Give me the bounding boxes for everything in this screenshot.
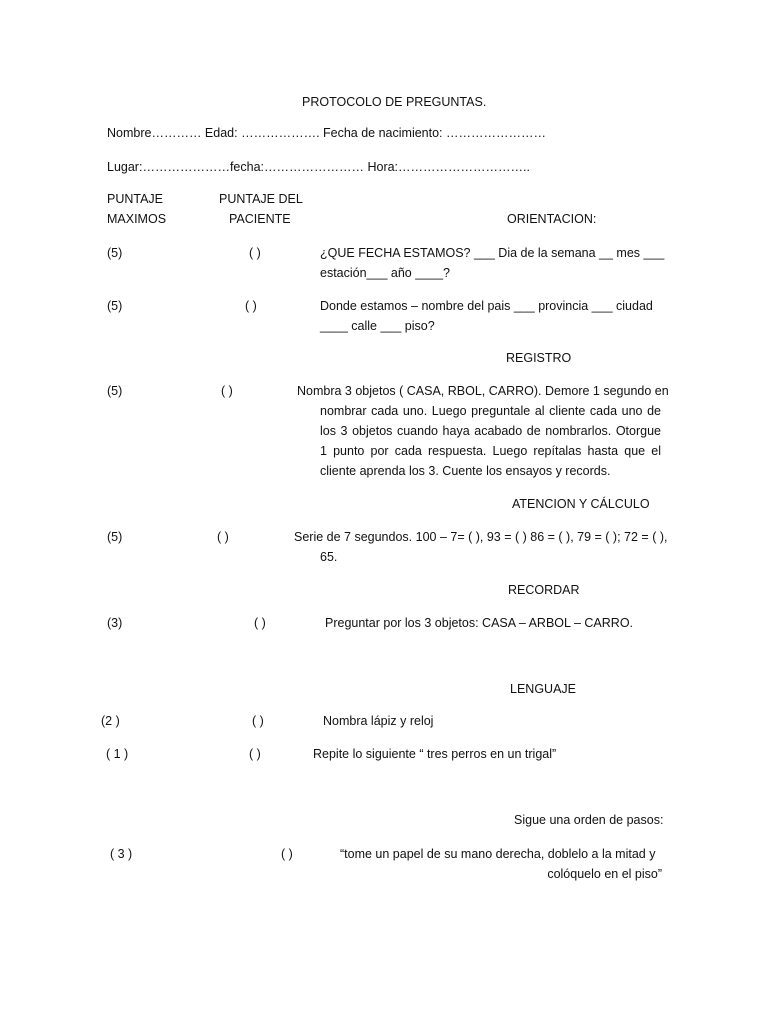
section-recordar: RECORDAR (508, 583, 580, 597)
item-nombra-instruction: Nombra lápiz y reloj (323, 714, 434, 728)
item-papel-max-score: ( 3 ) (110, 847, 133, 861)
item-papel-patient-score: ( ) (281, 847, 293, 861)
column-header-patient-2: PACIENTE (229, 212, 291, 226)
item-repite-max-score: ( 1 ) (106, 747, 129, 761)
item-papel-instruction-line2: colóquelo en el piso” (547, 867, 662, 881)
section-registro: REGISTRO (506, 351, 572, 365)
document-title: PROTOCOLO DE PREGUNTAS. (302, 95, 487, 109)
section-atencion-calculo: ATENCION Y CÁLCULO (512, 497, 650, 511)
item-registro-max-score: (5) (107, 384, 123, 398)
section-orientacion: ORIENTACION: (507, 212, 597, 226)
column-header-max-1: PUNTAJE (107, 192, 164, 206)
column-header-max-2: MAXIMOS (107, 212, 167, 226)
item-lugar-question-line2: ____ calle ___ piso? (320, 319, 435, 333)
item-registro-instruction-rest: nombrar cada uno. Luego preguntale al cliente cada uno de los 3 objetos cuando haya acabado de nombrarlos. Otorgue 1 punto por cada respuesta. Luego repítalas hasta que el cliente aprenda los 3. Cuente los ensayos y records. (320, 404, 661, 478)
item-nombra-patient-score: ( ) (252, 714, 264, 728)
item-fecha-question-line1: ¿QUE FECHA ESTAMOS? ___ Dia de la semana __ mes ___ (320, 246, 665, 260)
item-nombra-max-score: (2 ) (101, 714, 120, 728)
item-fecha-patient-score: ( ) (249, 246, 261, 260)
item-registro-instruction-line1: Nombra 3 objetos ( CASA, RBOL, CARRO). Demore 1 segundo en (297, 384, 669, 398)
section-lenguaje: LENGUAJE (510, 682, 576, 696)
item-lugar-max-score: (5) (107, 299, 123, 313)
header-line-personal: Nombre………… Edad: ………………. Fecha de nacimiento: …………………… (107, 126, 547, 140)
item-papel-instruction-line1: “tome un papel de su mano derecha, doblelo a la mitad y (340, 847, 656, 861)
item-fecha-question-line2: estación___ año ____? (320, 266, 450, 280)
header-line-place: Lugar:…………………fecha:…………………… Hora:………………………….. (107, 160, 530, 174)
item-recordar-max-score: (3) (107, 616, 123, 630)
item-atencion-series-line1: Serie de 7 segundos. 100 – 7= ( ), 93 = ( ) 86 = ( ), 79 = ( ); 72 = ( ), (294, 530, 668, 544)
item-recordar-instruction: Preguntar por los 3 objetos: CASA – ARBOL – CARRO. (325, 616, 634, 630)
item-atencion-series-line2: 65. (320, 550, 338, 564)
item-registro-patient-score: ( ) (221, 384, 233, 398)
column-header-patient-1: PUNTAJE DEL (219, 192, 303, 206)
item-atencion-max-score: (5) (107, 530, 123, 544)
item-recordar-patient-score: ( ) (254, 616, 266, 630)
item-atencion-patient-score: ( ) (217, 530, 229, 544)
item-fecha-max-score: (5) (107, 246, 123, 260)
item-lugar-patient-score: ( ) (245, 299, 257, 313)
section-orden-pasos: Sigue una orden de pasos: (514, 813, 664, 827)
item-repite-instruction: Repite lo siguiente “ tres perros en un trigal” (313, 747, 557, 761)
item-repite-patient-score: ( ) (249, 747, 261, 761)
item-lugar-question-line1: Donde estamos – nombre del pais ___ provincia ___ ciudad (320, 299, 653, 313)
